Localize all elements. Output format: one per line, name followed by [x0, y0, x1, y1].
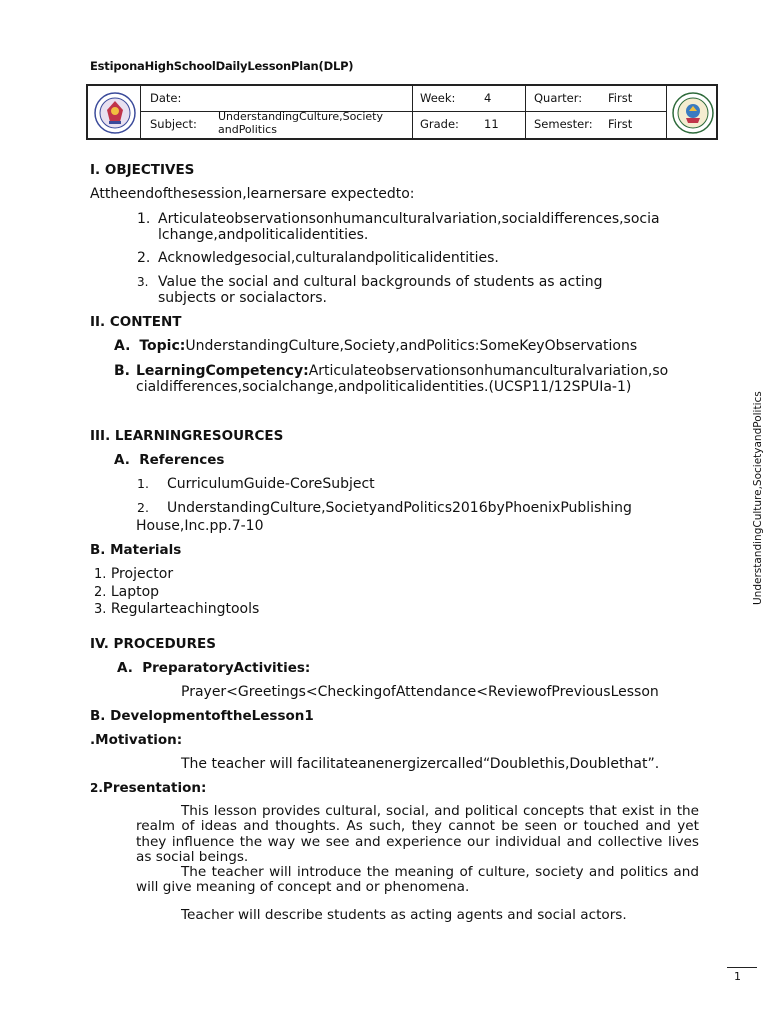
motivation-heading: .Motivation: [90, 732, 183, 748]
material-item: Regularteachingtools [110, 601, 260, 617]
materials-list [94, 566, 259, 619]
week-label: Week: [420, 91, 456, 105]
document-title: EstiponaHighSchoolDailyLessonPlan(DLP) [90, 59, 354, 73]
reference-1: CurriculumGuide-CoreSubject [167, 476, 375, 492]
presentation-paragraph-2: The teacher will introduce the meaning of culture, society and politics and will give meaning of concept and or phenomena. [136, 864, 699, 896]
objective-3-line-2: subjects or socialactors. [158, 290, 328, 306]
references-row [114, 452, 224, 468]
page-number-divider [727, 967, 757, 968]
preparatory-label: PreparatoryActivities: [142, 660, 311, 676]
objective-1 [158, 211, 718, 243]
topic-row [114, 338, 637, 354]
objective-1-line-2: lchange,andpoliticalidentities. [158, 227, 369, 243]
objective-1-line-1: Articulateobservationsonhumanculturalvariation,socialdifferences,socia [158, 211, 660, 227]
competency-line-2: cialdifferences,socialchange,andpoliticalidentities.(UCSP11/12SPUIa-1) [136, 379, 632, 395]
objective-3 [158, 274, 718, 306]
date-label: Date: [150, 91, 182, 105]
resources-heading: III. LEARNINGRESOURCES [90, 428, 284, 444]
objectives-intro: Attheendofthesession,learnersare expectedto: [90, 186, 415, 202]
reference-2-line-1: UnderstandingCulture,SocietyandPolitics2016byPhoenixPublishing [167, 500, 632, 516]
side-running-title: UnderstandingCulture,SocietyandPolitics [752, 391, 764, 605]
reference-2-number: 2. [137, 500, 149, 515]
semester-value: First [608, 117, 633, 131]
references-marker: A. [114, 452, 130, 468]
subject-value: UnderstandingCulture,Society andPolitics [218, 110, 383, 136]
materials-heading: B. Materials [90, 542, 182, 558]
preparatory-text: Prayer<Greetings<CheckingofAttendance<ReviewofPreviousLesson [181, 684, 659, 700]
material-item: Laptop [110, 583, 160, 600]
material-number: 1. [94, 567, 107, 582]
presentation-paragraph-1: This lesson provides cultural, social, and political concepts that exist in the realm of ideas and thoughts. As such, they cannot be seen or touched and yet they influence the way we see and experience our individual and collective lives as social beings. [136, 803, 699, 865]
quarter-value: First [608, 91, 633, 105]
material-item: Projector [110, 566, 174, 582]
material-number: 2. [94, 584, 107, 600]
presentation-number: 2. [90, 781, 103, 795]
objective-2-number: 2. [137, 250, 151, 266]
development-heading: B. DevelopmentoftheLesson1 [90, 708, 314, 724]
presentation-paragraph-3: Teacher will describe students as acting agents and social actors. [181, 907, 627, 923]
preparatory-marker: A. [117, 660, 133, 676]
grade-value: 11 [484, 117, 499, 131]
procedures-heading: IV. PROCEDURES [90, 636, 216, 652]
school-seal-icon [672, 92, 714, 134]
objective-3-number: 3. [137, 275, 149, 289]
motivation-text: The teacher will facilitateanenergizercalled“Doublethis,Doublethat”. [181, 756, 660, 772]
topic-text: UnderstandingCulture,Society,andPolitics:SomeKeyObservations [185, 338, 638, 354]
objectives-heading: I. OBJECTIVES [90, 162, 195, 178]
preparatory-row [117, 660, 310, 676]
content-heading: II. CONTENT [90, 314, 182, 330]
objective-3-line-1: Value the social and cultural backgrounds of students as acting [158, 274, 603, 290]
week-value: 4 [484, 91, 492, 105]
deped-seal-icon [94, 92, 136, 134]
objective-2: Acknowledgesocial,culturalandpoliticalidentities. [158, 250, 499, 266]
learning-competency [136, 363, 716, 395]
presentation-label: Presentation: [102, 780, 207, 796]
references-label: References [139, 452, 225, 468]
objective-1-number: 1. [137, 211, 151, 227]
page-number: 1 [734, 970, 741, 983]
competency-label: LearningCompetency: [136, 363, 309, 379]
semester-label: Semester: [534, 117, 593, 131]
competency-marker: B. [114, 363, 130, 379]
topic-marker: A. [114, 338, 131, 354]
reference-1-number: 1. [137, 476, 149, 491]
competency-line-1: Articulateobservationsonhumanculturalvariation,so [308, 363, 669, 379]
grade-label: Grade: [420, 117, 459, 131]
reference-2-line-2: House,Inc.pp.7-10 [136, 518, 264, 534]
presentation-heading [90, 780, 206, 796]
quarter-label: Quarter: [534, 91, 583, 105]
subject-label: Subject: [150, 117, 197, 131]
topic-label: Topic: [139, 338, 186, 354]
lesson-header-table [86, 84, 718, 140]
material-number: 3. [94, 602, 107, 617]
